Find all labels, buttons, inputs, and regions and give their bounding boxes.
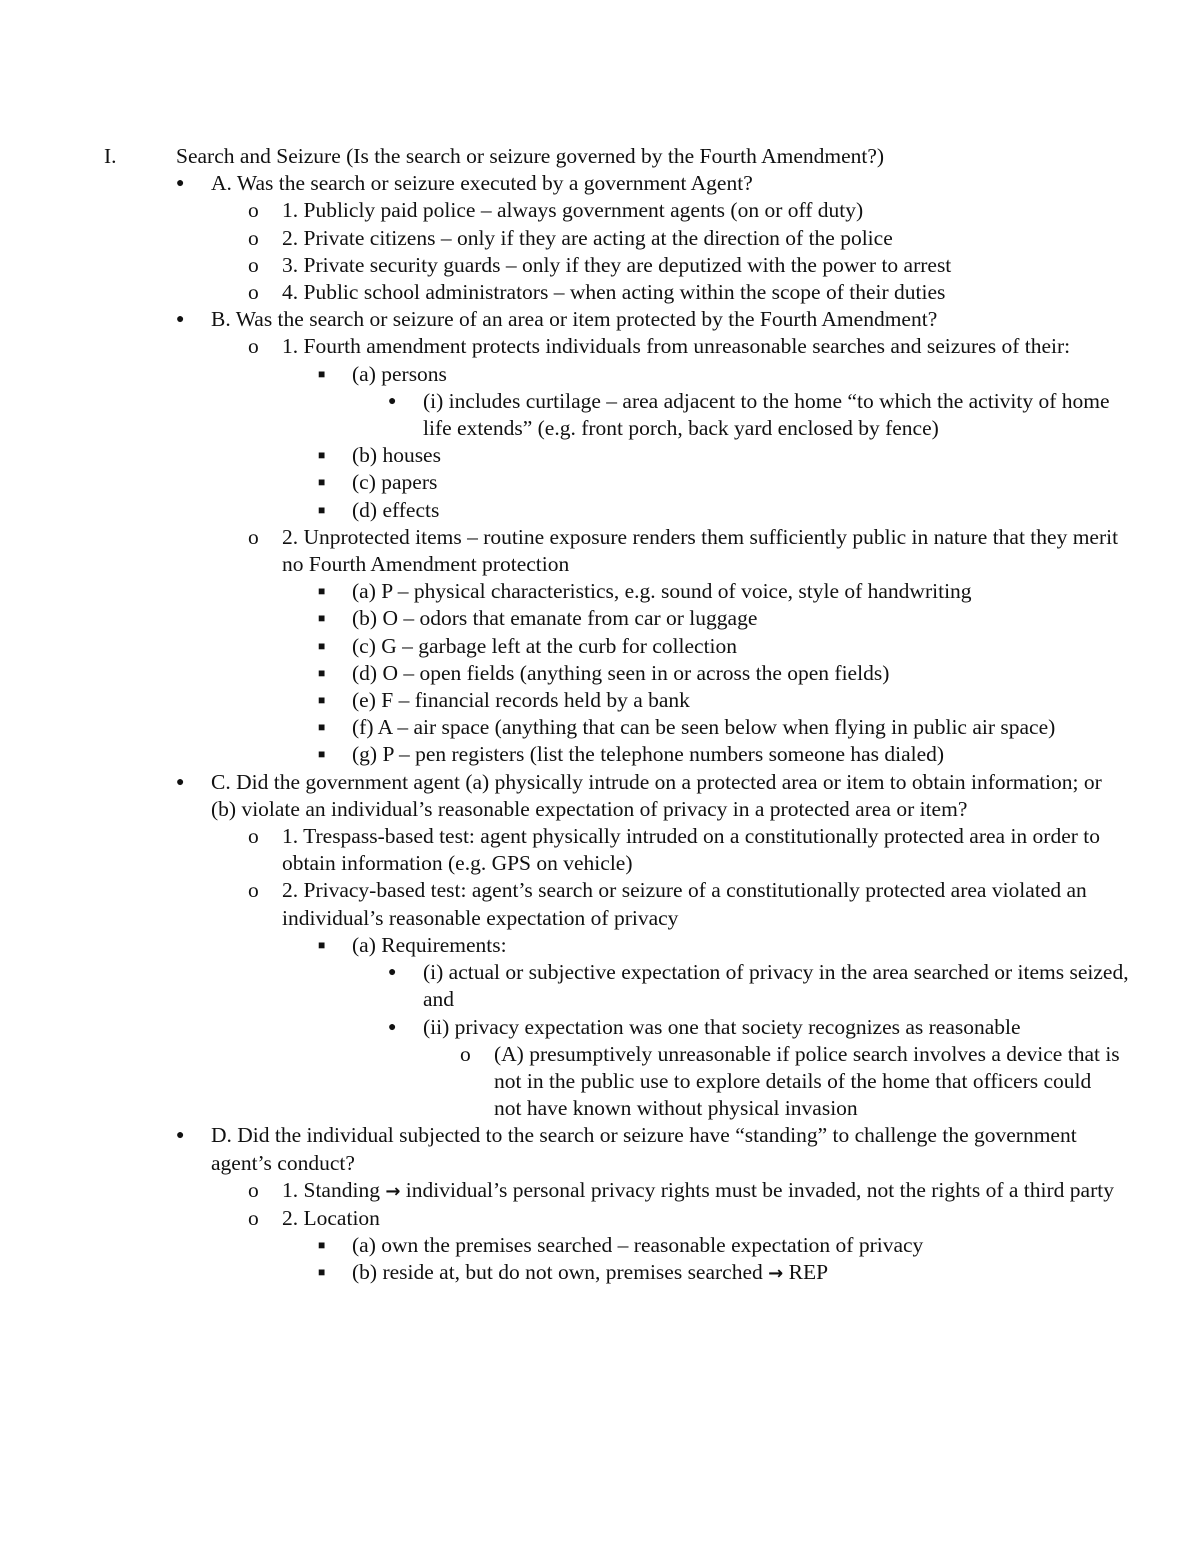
item-text: (g) P – pen registers (list the telephone numbers someone has dialed) [352,742,945,767]
outline-item-c-2 [0,877,1200,931]
item-text [352,1259,1132,1287]
outline-item-a-3 [0,252,1200,279]
circle-bullet-icon: o [248,1177,259,1202]
circle-bullet-icon: o [248,878,259,903]
item-text: (e) F – financial records held by a bank [352,688,690,713]
item-text: 1. Publicly paid police – always government agents (on or off duty) [282,198,864,223]
square-bullet-icon: ■ [318,502,326,517]
bullet-icon: ● [176,176,185,192]
outline-item-d-1 [0,1177,1200,1205]
bullet-icon: ● [388,393,397,409]
item-text: (a) persons [352,361,447,386]
circle-bullet-icon: o [248,198,259,223]
outline-item-c-1 [0,823,1200,877]
outline-item-b-1-a-i [0,388,1200,442]
item-text: 1. Trespass-based test: agent physically intruded on a constitutionally protected area in order to obtain information (e.g. GPS on vehicle) [282,824,1100,876]
bullet-icon: ● [176,312,185,328]
item-text: 2. Private citizens – only if they are acting at the direction of the police [282,225,893,250]
outline-item-c-2-a [0,932,1200,959]
outline-item-b-2-e [0,687,1200,714]
right-arrow-icon: → [385,1180,401,1202]
square-bullet-icon: ■ [318,665,326,680]
outline-item-b-1 [0,333,1200,360]
square-bullet-icon: ■ [318,747,326,762]
outline-item-a [0,170,1200,197]
bullet-icon: ● [176,1128,185,1144]
bullet-icon: ● [388,1019,397,1035]
item-d-text: D. Did the individual subjected to the search or seizure have “standing” to challenge the government agent’s conduct? [211,1123,1077,1175]
item-text-rest: individual’s personal privacy rights must be invaded, not the rights of a third party [405,1177,1114,1202]
circle-bullet-icon: o [460,1041,471,1066]
item-text: 4. Public school administrators – when acting within the scope of their duties [282,280,946,305]
item-text: 1. Fourth amendment protects individuals from unreasonable searches and seizures of their: [282,334,1071,359]
right-arrow-icon: → [768,1263,784,1285]
square-bullet-icon: ■ [318,584,326,599]
square-bullet-icon: ■ [318,937,326,952]
circle-bullet-icon: o [248,1205,259,1230]
item-text: (A) presumptively unreasonable if police search involves a device that is not in the public use to explore details of the home that officers could not have known without physical invasion [494,1041,1120,1121]
square-bullet-icon: ■ [318,475,326,490]
outline-item-a-2 [0,225,1200,252]
item-text: (d) O – open fields (anything seen in or across the open fields) [352,660,890,685]
outline-item-d-2-a [0,1232,1200,1259]
item-text-lead: (b) reside at, but do not own, premises searched [352,1260,763,1285]
item-text: (c) papers [352,470,438,495]
item-text: (d) effects [352,497,440,522]
outline-item-b-2-g [0,741,1200,768]
item-text-lead: 1. Standing [282,1177,380,1202]
item-text: 2. Privacy-based test: agent’s search or seizure of a constitutionally protected area violated an individual’s reasonable expectation of privacy [282,878,1087,930]
outline-item-b-1-c [0,469,1200,496]
section-heading: Search and Seizure (Is the search or seizure governed by the Fourth Amendment?) [176,144,885,168]
outline-item-a-4 [0,279,1200,306]
item-text: (ii) privacy expectation was one that society recognizes as reasonable [423,1014,1021,1039]
item-text: 3. Private security guards – only if they are deputized with the power to arrest [282,252,952,277]
item-text: 2. Unprotected items – routine exposure renders them sufficiently public in nature that they merit no Fourth Amendment protection [282,524,1119,577]
square-bullet-icon: ■ [318,1265,326,1280]
outline-item-b-2-a [0,578,1200,605]
square-bullet-icon: ■ [318,611,326,626]
outline-item-c-2-a-ii [0,1014,1200,1041]
item-text: 2. Location [282,1205,380,1230]
outline-item-b-2-b [0,605,1200,632]
square-bullet-icon: ■ [318,1238,326,1253]
item-text: (b) houses [352,443,441,468]
roman-numeral-marker: I. [104,144,117,168]
item-text-rest: REP [788,1260,829,1285]
square-bullet-icon: ■ [318,366,326,381]
outline-item-d-2 [0,1205,1200,1232]
outline-item-c [0,769,1200,823]
bullet-icon: ● [176,774,185,790]
item-text: (i) includes curtilage – area adjacent to the home “to which the activity of home life extends” (e.g. front porch, back yard enclosed by fence) [423,388,1110,441]
outline-item-d [0,1122,1200,1176]
square-bullet-icon: ■ [318,693,326,708]
outline-item-b [0,306,1200,333]
bullet-icon: ● [388,965,397,981]
item-text: (f) A – air space (anything that can be seen below when flying in public air space) [352,715,1056,740]
item-text: (a) P – physical characteristics, e.g. sound of voice, style of handwriting [352,579,972,604]
outline-item-b-1-a [0,361,1200,388]
outline-section-i [0,143,1200,170]
outline-item-b-2-c [0,633,1200,660]
outline-item-c-2-a-ii-a [0,1041,1200,1123]
circle-bullet-icon: o [248,524,259,549]
item-a-text: A. Was the search or seizure executed by a government Agent? [211,171,753,196]
item-text [282,1177,1127,1205]
item-text: (b) O – odors that emanate from car or luggage [352,606,758,631]
outline-item-b-2-d [0,660,1200,687]
square-bullet-icon: ■ [318,638,326,653]
circle-bullet-icon: o [248,252,259,277]
item-b-text: B. Was the search or seizure of an area or item protected by the Fourth Amendment? [211,307,938,332]
outline-item-b-1-d [0,497,1200,524]
circle-bullet-icon: o [248,334,259,359]
circle-bullet-icon: o [248,824,259,849]
outline-item-a-1 [0,197,1200,224]
square-bullet-icon: ■ [318,720,326,735]
circle-bullet-icon: o [248,280,259,305]
item-c-text: C. Did the government agent (a) physically intrude on a protected area or item to obtain information; or (b) violate an individual’s reasonable expectation of privacy in a protected area or item? [211,769,1102,821]
outline-item-b-2-f [0,714,1200,741]
square-bullet-icon: ■ [318,448,326,463]
outline-item-d-2-b [0,1259,1200,1287]
item-text: (a) own the premises searched – reasonable expectation of privacy [352,1233,924,1258]
outline-item-b-1-b [0,442,1200,469]
item-text: (i) actual or subjective expectation of privacy in the area searched or items seized, and [423,960,1129,1012]
item-text: (c) G – garbage left at the curb for collection [352,633,738,658]
item-text: (a) Requirements: [352,932,507,957]
outline-item-c-2-a-i [0,959,1200,1013]
circle-bullet-icon: o [248,225,259,250]
outline-item-b-2 [0,524,1200,578]
outline [0,143,1200,1288]
